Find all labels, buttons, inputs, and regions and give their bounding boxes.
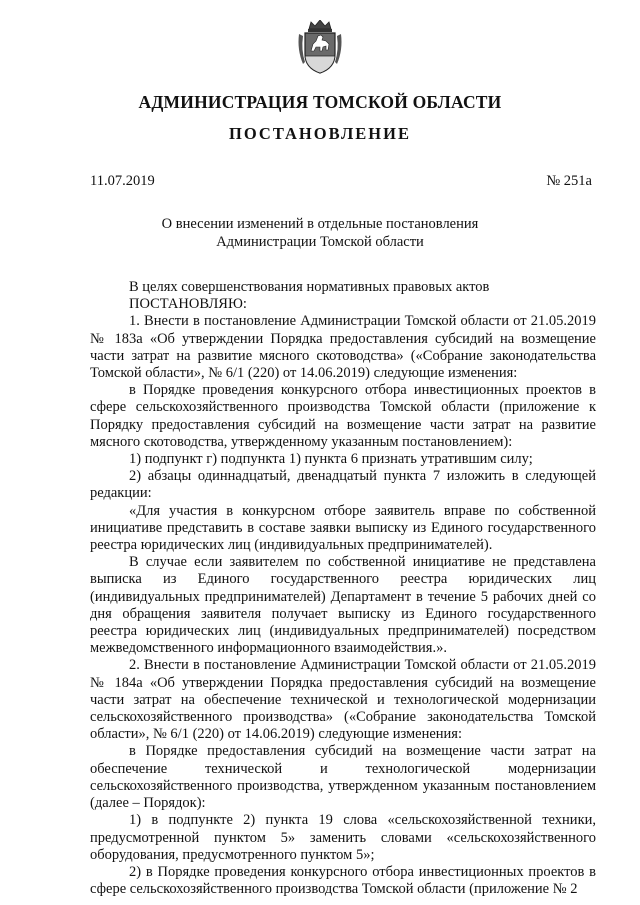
paragraph-item-1: 1. Внести в постановление Администрации Томской области от 21.05.2019 № 183а «Об утверждении Порядка предоставления субсидий на возмещение части затрат на развитие мясного скотоводства» («Собрание законодательства Томской области», № 6/1 (220) от 14.06.2019) следующие изменения: (90, 313, 596, 382)
paragraph: 1) подпункт г) подпункта 1) пункта 6 признать утратившим силу; (129, 451, 533, 468)
paragraph-quote: «Для участия в конкурсном отборе заявитель вправе по собственной инициативе представить в составе заявки выписку из Единого государственного реестра юридических лиц (индивидуальных предпринимателей). (90, 502, 596, 554)
paragraph: в Порядке предоставления субсидий на возмещение части затрат на обеспечение технической и технологической модернизации сельскохозяйственного производства, утвержденном указанным постановлением (далее – Порядок): (90, 743, 596, 812)
document-date: 11.07.2019 (90, 173, 155, 189)
coat-of-arms-icon (297, 20, 343, 74)
paragraph: в Порядке проведения конкурсного отбора инвестиционных проектов в сфере сельскохозяйственного производства Томской области (приложение к Порядку предоставления субсидий на возмещение части затрат на развитие мясного скотоводства, утвержденному указанным постановлением): (90, 382, 596, 450)
document-subject (120, 215, 520, 251)
paragraph-preamble: В целях совершенствования нормативных правовых актов (129, 279, 490, 295)
paragraph: 1) в подпункте 2) пункта 19 слова «сельскохозяйственной техники, предусмотренной пунктом 5» заменить словами «сельскохозяйственного оборудования, предусмотренного пунктом 5»; (90, 812, 596, 863)
paragraph: 2) в Порядке проведения конкурсного отбора инвестиционных проектов в сфере сельскохозяйственного производства Томской области (приложение № 2 (90, 863, 596, 898)
subject-line-1: О внесении изменений в отдельные постановления (161, 216, 479, 232)
paragraph: 2) абзацы одиннадцатый, двенадцатый пункта 7 изложить в следующей редакции: (90, 468, 596, 502)
organization-title: АДМИНИСТРАЦИЯ ТОМСКОЙ ОБЛАСТИ (138, 92, 502, 112)
document-number: № 251а (546, 173, 592, 189)
subject-line-2: Администрации Томской области (216, 234, 424, 250)
document-body (90, 279, 596, 898)
paragraph-quote: В случае если заявителем по собственной инициативе не представлена выписка из Единого государственного реестра юридических лиц (индивидуальных предпринимателей) Департамент в течение 5 рабочих дней со дня обращения заявителя получает выписку из Единого государственного реестра юридических лиц (индивидуальных предпринимателей) посредством межведомственного информационного взаимодействия.». (90, 554, 596, 657)
paragraph-resolve: ПОСТАНОВЛЯЮ: (129, 296, 247, 313)
paragraph-item-2: 2. Внести в постановление Администрации Томской области от 21.05.2019 № 184а «Об утверждении Порядка предоставления субсидий на возмещение части затрат на обеспечение технической и технологической модернизации сельскохозяйственного производства» («Собрание законодательства Томской области», № 6/1 (220) от 14.06.2019) следующие изменения: (90, 657, 596, 743)
document-type-title: ПОСТАНОВЛЕНИЕ (229, 124, 411, 143)
